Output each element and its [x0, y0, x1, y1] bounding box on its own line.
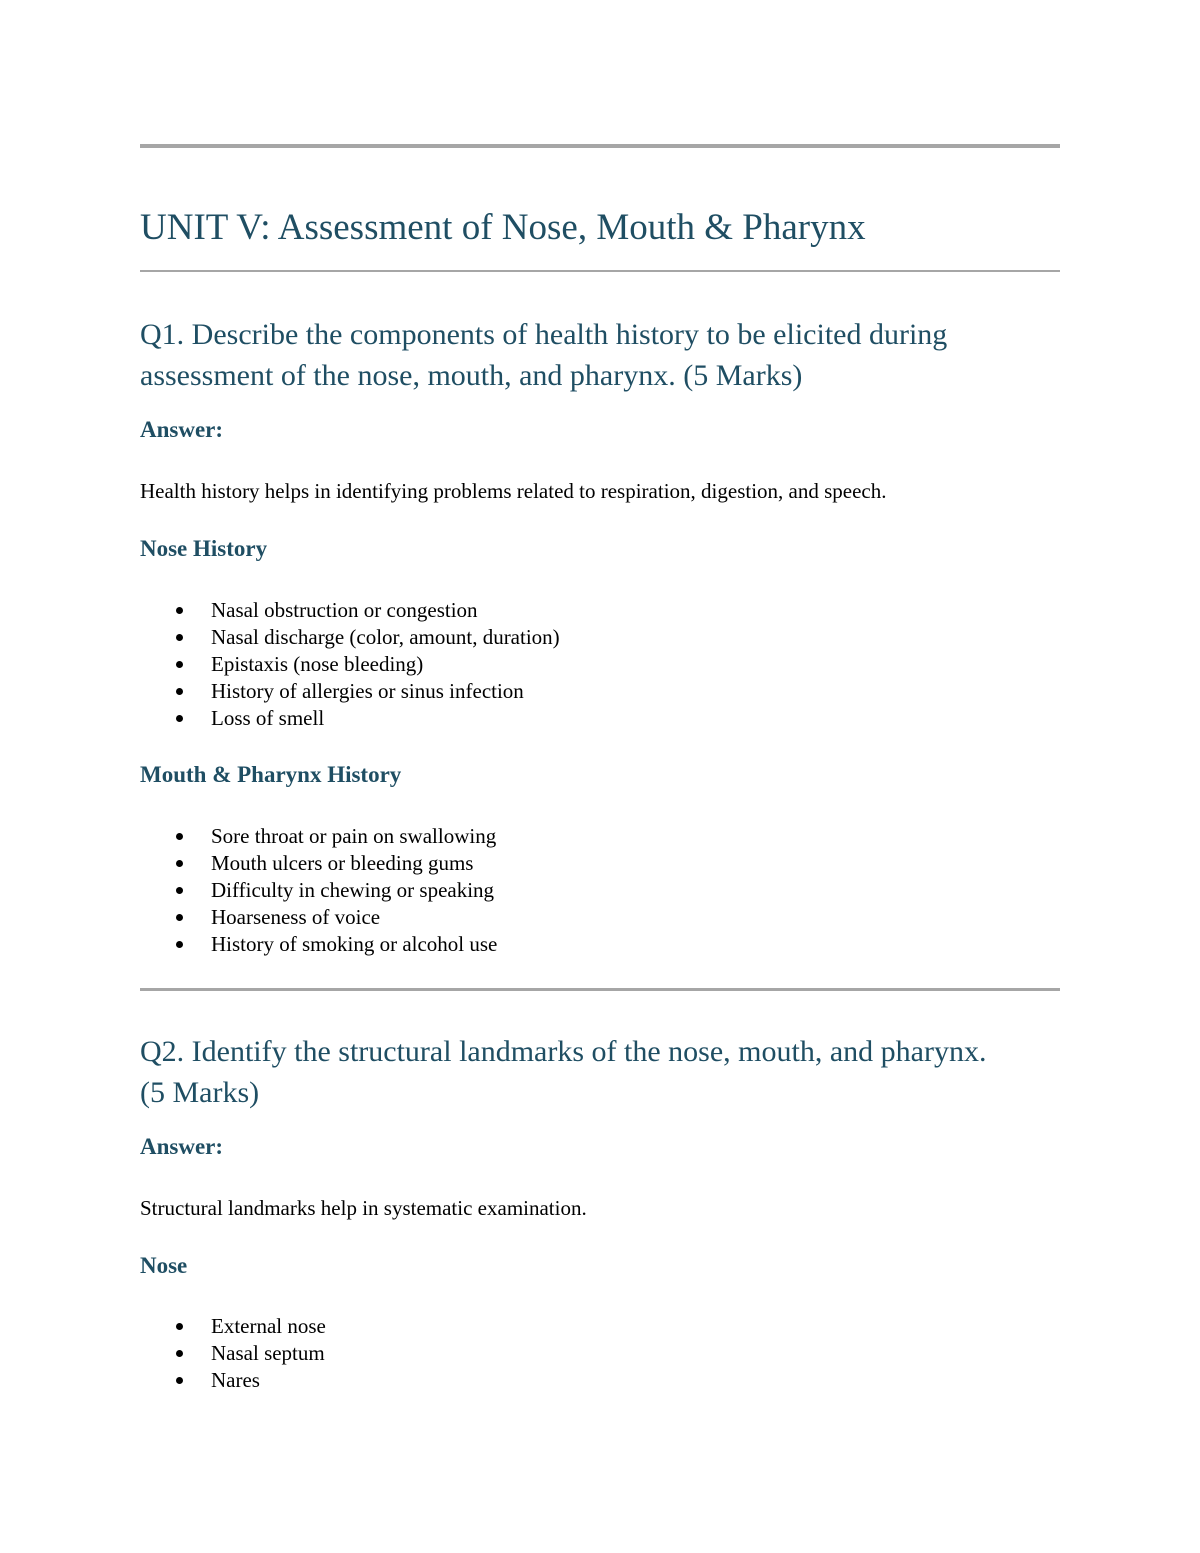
list-item: Sore throat or pain on swallowing — [140, 823, 497, 850]
bullet-icon — [176, 914, 183, 921]
title-divider — [140, 270, 1060, 272]
list-item: Nares — [140, 1367, 326, 1394]
bullet-icon — [176, 634, 183, 641]
question-2-intro: Structural landmarks help in systematic examination. — [140, 1196, 587, 1220]
bullet-icon — [176, 715, 183, 722]
question-2-heading-line1: Q2. Identify the structural landmarks of the nose, mouth, and pharynx. — [140, 1035, 987, 1068]
list-item: Epistaxis (nose bleeding) — [140, 651, 560, 678]
question-2-heading — [140, 1031, 986, 1113]
bullet-icon — [176, 661, 183, 668]
nose-history-list — [140, 597, 560, 732]
section-divider — [140, 988, 1060, 991]
list-item: History of smoking or alcohol use — [140, 931, 497, 958]
bullet-icon — [176, 1350, 183, 1357]
bullet-icon — [176, 833, 183, 840]
mouth-pharynx-history-heading: Mouth & Pharynx History — [140, 762, 402, 787]
question-1-heading-line2: assessment of the nose, mouth, and pharynx. (5 Marks) — [140, 359, 803, 392]
bullet-icon — [176, 607, 183, 614]
list-item: Hoarseness of voice — [140, 904, 497, 931]
question-2-heading-line2: (5 Marks) — [140, 1076, 260, 1109]
question-1-heading-line1: Q1. Describe the components of health history to be elicited during — [140, 318, 948, 351]
list-item: Mouth ulcers or bleeding gums — [140, 850, 497, 877]
list-item: Difficulty in chewing or speaking — [140, 877, 497, 904]
question-1-intro: Health history helps in identifying problems related to respiration, digestion, and speech. — [140, 479, 887, 503]
bullet-icon — [176, 941, 183, 948]
bullet-icon — [176, 688, 183, 695]
question-1-heading — [140, 314, 947, 396]
list-item: History of allergies or sinus infection — [140, 678, 560, 705]
list-item: Nasal obstruction or congestion — [140, 597, 560, 624]
nose-landmarks-list — [140, 1313, 326, 1394]
list-item: Loss of smell — [140, 705, 560, 732]
bullet-icon — [176, 887, 183, 894]
bullet-icon — [176, 1323, 183, 1330]
nose-landmarks-heading: Nose — [140, 1253, 188, 1278]
page-title: UNIT V: Assessment of Nose, Mouth & Pharynx — [140, 207, 866, 248]
list-item: Nasal discharge (color, amount, duration) — [140, 624, 560, 651]
nose-history-heading: Nose History — [140, 536, 268, 561]
list-item: Nasal septum — [140, 1340, 326, 1367]
question-1-answer-label: Answer: — [140, 417, 224, 442]
question-2-answer-label: Answer: — [140, 1134, 224, 1159]
mouth-pharynx-history-list — [140, 823, 497, 958]
list-item: External nose — [140, 1313, 326, 1340]
bullet-icon — [176, 860, 183, 867]
top-divider — [140, 144, 1060, 148]
bullet-icon — [176, 1377, 183, 1384]
